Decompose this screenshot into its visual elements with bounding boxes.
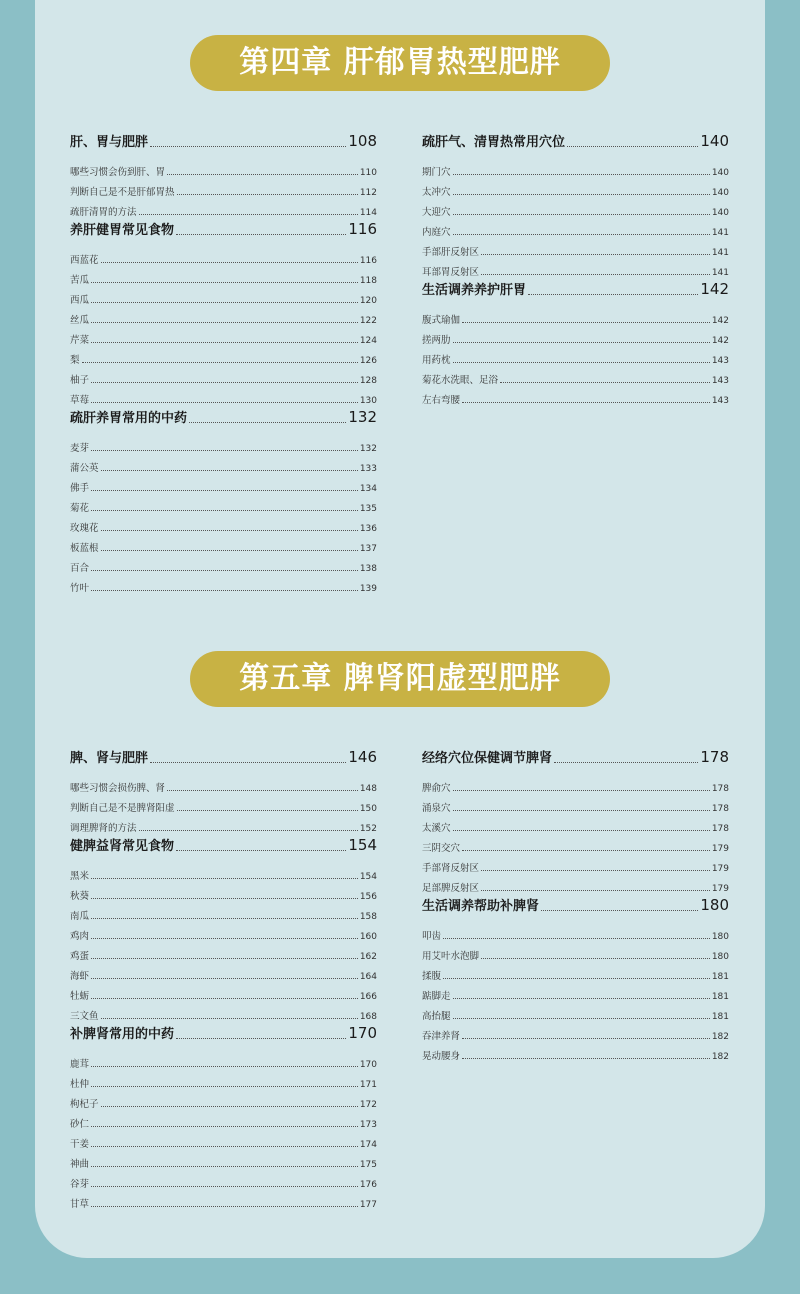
section-page-number: 170 — [348, 1024, 377, 1042]
entry-page-number: 166 — [359, 992, 377, 1002]
entry-label: 判断自己是不是脾肾阳虚 — [70, 803, 175, 814]
toc-entry[interactable] — [70, 246, 377, 266]
entry-page-number: 179 — [711, 864, 729, 874]
toc-entry[interactable] — [70, 158, 377, 178]
toc-entry[interactable] — [422, 1002, 729, 1022]
entry-label: 涌泉穴 — [422, 803, 451, 814]
dot-leader — [91, 938, 358, 939]
toc-entry[interactable] — [422, 942, 729, 962]
toc-entry[interactable] — [422, 874, 729, 894]
entry-page-number: 128 — [359, 376, 377, 386]
entry-page-number: 140 — [711, 208, 729, 218]
toc-entry[interactable] — [70, 386, 377, 406]
toc-section-heading[interactable] — [70, 406, 377, 426]
toc-section-heading[interactable] — [70, 746, 377, 766]
entry-label: 蒲公英 — [70, 463, 99, 474]
dot-leader — [101, 550, 358, 551]
toc-entry[interactable] — [70, 366, 377, 386]
entry-label: 芹菜 — [70, 335, 90, 346]
entry-page-number: 140 — [711, 188, 729, 198]
entry-page-number: 158 — [359, 912, 377, 922]
toc-entry[interactable] — [70, 1150, 377, 1170]
chapter-4-title: 第四章 肝郁胃热型肥胖 — [239, 45, 561, 80]
toc-entry[interactable] — [422, 982, 729, 1002]
entry-label: 足部脾反射区 — [422, 883, 480, 894]
dot-leader — [462, 402, 710, 403]
dot-leader — [453, 1018, 710, 1019]
entry-page-number: 171 — [359, 1080, 377, 1090]
entry-label: 柚子 — [70, 375, 90, 386]
entry-label: 太溪穴 — [422, 823, 451, 834]
entry-label: 鹿茸 — [70, 1059, 90, 1070]
toc-section-heading[interactable] — [422, 894, 729, 914]
dot-leader — [500, 382, 710, 383]
toc-entry[interactable] — [422, 834, 729, 854]
dot-leader — [91, 1186, 358, 1187]
entry-label: 耳部胃反射区 — [422, 267, 480, 278]
entry-page-number: 176 — [359, 1180, 377, 1190]
entry-label: 梨 — [70, 355, 80, 366]
toc-entry[interactable] — [70, 474, 377, 494]
dot-leader — [91, 322, 358, 323]
section-page-number: 178 — [700, 748, 729, 766]
dot-leader — [462, 1058, 710, 1059]
toc-entry[interactable] — [422, 326, 729, 346]
entry-label: 鸡肉 — [70, 931, 90, 942]
dot-leader — [91, 998, 358, 999]
toc-entry[interactable] — [70, 326, 377, 346]
entry-page-number: 137 — [359, 544, 377, 554]
section-title: 经络穴位保健调节脾肾 — [422, 751, 553, 766]
toc-entry[interactable] — [70, 1170, 377, 1190]
entry-page-number: 182 — [711, 1032, 729, 1042]
entry-label: 叩齿 — [422, 931, 442, 942]
dot-leader — [177, 810, 358, 811]
entry-label: 丝瓜 — [70, 315, 90, 326]
section-title: 脾、肾与肥胖 — [70, 751, 149, 766]
dot-leader — [443, 978, 710, 979]
entry-label: 干姜 — [70, 1139, 90, 1150]
dot-leader — [176, 234, 346, 235]
toc-entry[interactable] — [422, 366, 729, 386]
dot-leader — [91, 1066, 358, 1067]
entry-label: 鸡蛋 — [70, 951, 90, 962]
entry-label: 左右弯腰 — [422, 395, 461, 406]
entry-label: 用艾叶水泡脚 — [422, 951, 480, 962]
entry-label: 牡蛎 — [70, 991, 90, 1002]
toc-entry[interactable] — [70, 962, 377, 982]
dot-leader — [177, 194, 358, 195]
toc-entry[interactable] — [70, 454, 377, 474]
entry-label: 神曲 — [70, 1159, 90, 1170]
entry-label: 西蓝花 — [70, 255, 99, 266]
chapter-4-left-column — [70, 130, 377, 594]
dot-leader — [176, 850, 346, 851]
entry-page-number: 135 — [359, 504, 377, 514]
dot-leader — [91, 918, 358, 919]
toc-entry[interactable] — [422, 1042, 729, 1062]
entry-page-number: 112 — [359, 188, 377, 198]
dot-leader — [91, 1206, 358, 1207]
entry-page-number: 126 — [359, 356, 377, 366]
entry-page-number: 141 — [711, 268, 729, 278]
entry-page-number: 180 — [711, 932, 729, 942]
dot-leader — [91, 510, 358, 511]
toc-entry[interactable] — [70, 306, 377, 326]
dot-leader — [91, 450, 358, 451]
dot-leader — [91, 382, 358, 383]
entry-label: 疏肝清胃的方法 — [70, 207, 137, 218]
entry-label: 哪些习惯会损伤脾、肾 — [70, 783, 166, 794]
entry-label: 南瓜 — [70, 911, 90, 922]
entry-label: 麦芽 — [70, 443, 90, 454]
entry-page-number: 162 — [359, 952, 377, 962]
entry-page-number: 180 — [711, 952, 729, 962]
toc-entry[interactable] — [70, 1110, 377, 1130]
section-page-number: 108 — [348, 132, 377, 150]
dot-leader — [91, 570, 358, 571]
dot-leader — [101, 262, 358, 263]
entry-page-number: 154 — [359, 872, 377, 882]
dot-leader — [101, 1106, 358, 1107]
entry-page-number: 168 — [359, 1012, 377, 1022]
entry-page-number: 124 — [359, 336, 377, 346]
dot-leader — [481, 254, 710, 255]
toc-entry[interactable] — [70, 814, 377, 834]
dot-leader — [139, 214, 358, 215]
section-page-number: 142 — [700, 280, 729, 298]
entry-label: 草莓 — [70, 395, 90, 406]
entry-label: 手部肝反射区 — [422, 247, 480, 258]
dot-leader — [453, 998, 710, 999]
entry-label: 用药枕 — [422, 355, 451, 366]
entry-label: 砂仁 — [70, 1119, 90, 1130]
toc-entry[interactable] — [422, 854, 729, 874]
toc-entry[interactable] — [422, 1022, 729, 1042]
toc-entry[interactable] — [422, 386, 729, 406]
toc-entry[interactable] — [70, 1002, 377, 1022]
toc-entry[interactable] — [70, 882, 377, 902]
toc-section-heading[interactable] — [70, 834, 377, 854]
entry-label: 内庭穴 — [422, 227, 451, 238]
entry-label: 秋葵 — [70, 891, 90, 902]
toc-entry[interactable] — [70, 942, 377, 962]
dot-leader — [554, 762, 698, 763]
dot-leader — [101, 470, 358, 471]
dot-leader — [139, 830, 358, 831]
section-page-number: 154 — [348, 836, 377, 854]
dot-leader — [91, 1166, 358, 1167]
entry-page-number: 181 — [711, 1012, 729, 1022]
dot-leader — [91, 1126, 358, 1127]
toc-entry[interactable] — [70, 534, 377, 554]
dot-leader — [91, 878, 358, 879]
entry-page-number: 143 — [711, 376, 729, 386]
toc-section-heading[interactable] — [70, 1022, 377, 1042]
entry-label: 吞津养肾 — [422, 1031, 461, 1042]
toc-section-heading[interactable] — [70, 130, 377, 150]
toc-entry[interactable] — [422, 962, 729, 982]
dot-leader — [453, 234, 710, 235]
entry-page-number: 143 — [711, 396, 729, 406]
dot-leader — [91, 302, 358, 303]
entry-label: 晃动腰身 — [422, 1051, 461, 1062]
toc-entry[interactable] — [70, 1130, 377, 1150]
section-page-number: 146 — [348, 748, 377, 766]
entry-label: 哪些习惯会伤到肝、胃 — [70, 167, 166, 178]
toc-section-heading[interactable] — [70, 218, 377, 238]
entry-page-number: 179 — [711, 884, 729, 894]
dot-leader — [101, 530, 358, 531]
section-page-number: 140 — [700, 132, 729, 150]
entry-page-number: 133 — [359, 464, 377, 474]
entry-page-number: 141 — [711, 248, 729, 258]
dot-leader — [453, 342, 710, 343]
entry-label: 腹式瑜伽 — [422, 315, 461, 326]
dot-leader — [91, 898, 358, 899]
dot-leader — [176, 1038, 346, 1039]
entry-page-number: 175 — [359, 1160, 377, 1170]
dot-leader — [453, 790, 710, 791]
entry-page-number: 142 — [711, 316, 729, 326]
toc-entry[interactable] — [70, 862, 377, 882]
entry-page-number: 160 — [359, 932, 377, 942]
entry-page-number: 164 — [359, 972, 377, 982]
entry-label: 杜仲 — [70, 1079, 90, 1090]
entry-page-number: 136 — [359, 524, 377, 534]
dot-leader — [101, 1018, 358, 1019]
entry-page-number: 170 — [359, 1060, 377, 1070]
entry-page-number: 156 — [359, 892, 377, 902]
entry-label: 谷芽 — [70, 1179, 90, 1190]
entry-page-number: 138 — [359, 564, 377, 574]
section-title: 健脾益肾常见食物 — [70, 839, 175, 854]
toc-entry[interactable] — [70, 1050, 377, 1070]
dot-leader — [189, 422, 346, 423]
toc-section-heading[interactable] — [422, 746, 729, 766]
entry-label: 玫瑰花 — [70, 523, 99, 534]
toc-entry[interactable] — [70, 922, 377, 942]
section-title: 养肝健胃常见食物 — [70, 223, 175, 238]
entry-label: 三阴交穴 — [422, 843, 461, 854]
toc-entry[interactable] — [422, 238, 729, 258]
entry-page-number: 148 — [359, 784, 377, 794]
dot-leader — [462, 850, 710, 851]
dot-leader — [462, 1038, 710, 1039]
dot-leader — [91, 282, 358, 283]
toc-section-heading[interactable] — [422, 278, 729, 298]
entry-label: 黑米 — [70, 871, 90, 882]
dot-leader — [443, 938, 710, 939]
toc-entry[interactable] — [70, 554, 377, 574]
entry-label: 脾俞穴 — [422, 783, 451, 794]
entry-label: 竹叶 — [70, 583, 90, 594]
dot-leader — [453, 810, 710, 811]
entry-page-number: 178 — [711, 804, 729, 814]
toc-entry[interactable] — [422, 306, 729, 326]
section-title: 疏肝气、清胃热常用穴位 — [422, 135, 566, 150]
toc-entry[interactable] — [70, 266, 377, 286]
dot-leader — [541, 910, 698, 911]
dot-leader — [150, 146, 346, 147]
chapter-5-left-column — [70, 746, 377, 1210]
entry-page-number: 174 — [359, 1140, 377, 1150]
section-title: 生活调养帮助补脾肾 — [422, 899, 540, 914]
entry-page-number: 181 — [711, 992, 729, 1002]
toc-entry[interactable] — [422, 218, 729, 238]
chapter-5-title-pill — [190, 651, 610, 707]
section-title: 补脾肾常用的中药 — [70, 1027, 175, 1042]
toc-entry[interactable] — [70, 514, 377, 534]
entry-label: 苦瓜 — [70, 275, 90, 286]
chapter-5-title: 第五章 脾肾阳虚型肥胖 — [239, 661, 561, 696]
entry-page-number: 172 — [359, 1100, 377, 1110]
section-page-number: 180 — [700, 896, 729, 914]
entry-label: 枸杞子 — [70, 1099, 99, 1110]
toc-entry[interactable] — [70, 774, 377, 794]
toc-entry[interactable] — [70, 574, 377, 594]
entry-page-number: 178 — [711, 824, 729, 834]
toc-entry[interactable] — [70, 1190, 377, 1210]
entry-label: 调理脾肾的方法 — [70, 823, 137, 834]
toc-entry[interactable] — [70, 494, 377, 514]
chapter-4-title-pill — [190, 35, 610, 91]
entry-page-number: 116 — [359, 256, 377, 266]
entry-label: 菊花 — [70, 503, 90, 514]
toc-entry[interactable] — [70, 902, 377, 922]
dot-leader — [91, 590, 358, 591]
entry-label: 手部肾反射区 — [422, 863, 480, 874]
toc-entry[interactable] — [422, 178, 729, 198]
entry-label: 海虾 — [70, 971, 90, 982]
dot-leader — [453, 362, 710, 363]
dot-leader — [462, 322, 710, 323]
entry-page-number: 139 — [359, 584, 377, 594]
section-page-number: 116 — [348, 220, 377, 238]
entry-label: 太冲穴 — [422, 187, 451, 198]
dot-leader — [91, 958, 358, 959]
toc-panel — [35, 0, 765, 1258]
dot-leader — [91, 1086, 358, 1087]
entry-label: 大迎穴 — [422, 207, 451, 218]
toc-entry[interactable] — [70, 434, 377, 454]
toc-entry[interactable] — [422, 922, 729, 942]
dot-leader — [167, 174, 358, 175]
entry-label: 判断自己是不是肝郁胃热 — [70, 187, 175, 198]
entry-page-number: 143 — [711, 356, 729, 366]
dot-leader — [481, 274, 710, 275]
entry-page-number: 134 — [359, 484, 377, 494]
toc-entry[interactable] — [70, 346, 377, 366]
entry-label: 踮脚走 — [422, 991, 451, 1002]
toc-entry[interactable] — [70, 198, 377, 218]
entry-page-number: 118 — [359, 276, 377, 286]
chapter-5-right-column — [422, 746, 729, 1062]
dot-leader — [91, 402, 358, 403]
dot-leader — [453, 194, 710, 195]
dot-leader — [91, 490, 358, 491]
entry-page-number: 110 — [359, 168, 377, 178]
entry-label: 板蓝根 — [70, 543, 99, 554]
toc-entry[interactable] — [422, 774, 729, 794]
entry-page-number: 140 — [711, 168, 729, 178]
chapter-4-right-column — [422, 130, 729, 406]
dot-leader — [453, 174, 710, 175]
entry-page-number: 120 — [359, 296, 377, 306]
entry-label: 百合 — [70, 563, 90, 574]
dot-leader — [150, 762, 346, 763]
dot-leader — [82, 362, 358, 363]
entry-label: 期门穴 — [422, 167, 451, 178]
toc-entry[interactable] — [70, 982, 377, 1002]
toc-entry[interactable] — [70, 1070, 377, 1090]
entry-label: 揉腹 — [422, 971, 442, 982]
section-page-number: 132 — [348, 408, 377, 426]
entry-page-number: 142 — [711, 336, 729, 346]
entry-label: 三文鱼 — [70, 1011, 99, 1022]
toc-entry[interactable] — [422, 346, 729, 366]
section-title: 疏肝养胃常用的中药 — [70, 411, 188, 426]
toc-section-heading[interactable] — [422, 130, 729, 150]
entry-page-number: 182 — [711, 1052, 729, 1062]
dot-leader — [91, 342, 358, 343]
section-title: 肝、胃与肥胖 — [70, 135, 149, 150]
toc-entry[interactable] — [422, 258, 729, 278]
dot-leader — [91, 978, 358, 979]
toc-entry[interactable] — [70, 178, 377, 198]
entry-page-number: 114 — [359, 208, 377, 218]
entry-page-number: 141 — [711, 228, 729, 238]
toc-entry[interactable] — [70, 286, 377, 306]
entry-page-number: 152 — [359, 824, 377, 834]
entry-page-number: 181 — [711, 972, 729, 982]
dot-leader — [453, 830, 710, 831]
entry-page-number: 130 — [359, 396, 377, 406]
section-title: 生活调养养护肝胃 — [422, 283, 527, 298]
dot-leader — [91, 1146, 358, 1147]
dot-leader — [528, 294, 698, 295]
entry-label: 菊花水洗眼、足浴 — [422, 375, 499, 386]
entry-label: 搓两肋 — [422, 335, 451, 346]
entry-page-number: 177 — [359, 1200, 377, 1210]
toc-entry[interactable] — [422, 158, 729, 178]
dot-leader — [167, 790, 358, 791]
entry-page-number: 150 — [359, 804, 377, 814]
entry-page-number: 173 — [359, 1120, 377, 1130]
toc-entry[interactable] — [70, 794, 377, 814]
entry-label: 高抬腿 — [422, 1011, 451, 1022]
entry-label: 西瓜 — [70, 295, 90, 306]
toc-entry[interactable] — [422, 794, 729, 814]
toc-entry[interactable] — [70, 1090, 377, 1110]
entry-page-number: 179 — [711, 844, 729, 854]
dot-leader — [567, 146, 698, 147]
toc-entry[interactable] — [422, 198, 729, 218]
dot-leader — [481, 870, 710, 871]
toc-entry[interactable] — [422, 814, 729, 834]
entry-page-number: 178 — [711, 784, 729, 794]
entry-label: 佛手 — [70, 483, 90, 494]
entry-page-number: 122 — [359, 316, 377, 326]
dot-leader — [453, 214, 710, 215]
entry-page-number: 132 — [359, 444, 377, 454]
dot-leader — [481, 890, 710, 891]
entry-label: 甘草 — [70, 1199, 90, 1210]
dot-leader — [481, 958, 710, 959]
